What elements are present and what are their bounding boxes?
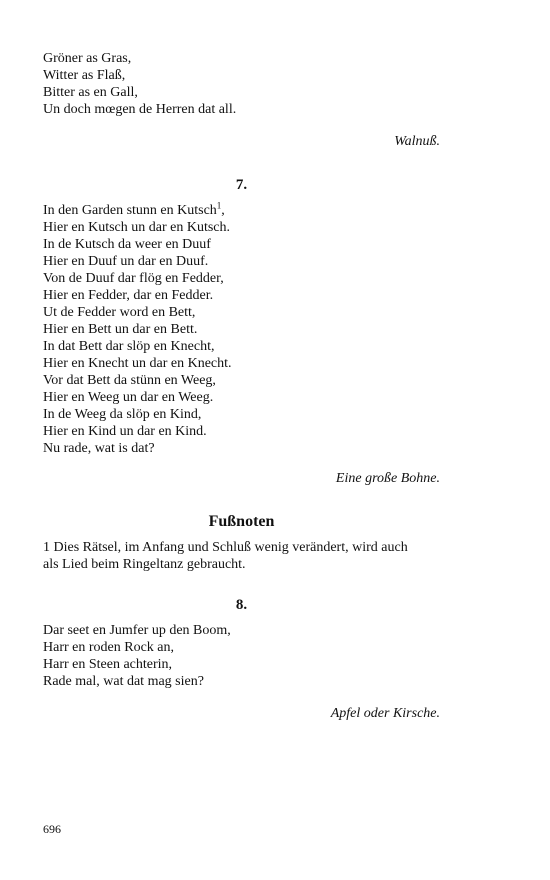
verse-line: Bitter as en Gall, bbox=[43, 85, 138, 100]
footnote-line: als Lied beim Ringeltanz gebraucht. bbox=[43, 557, 246, 572]
verse-line-text: In den Garden stunn en Kutsch bbox=[43, 203, 217, 218]
verse-line: Gröner as Gras, bbox=[43, 51, 132, 66]
verse-line: In dat Bett dar slöp en Knecht, bbox=[43, 339, 215, 354]
riddle-8-answer: Apfel oder Kirsche. bbox=[330, 706, 440, 721]
verse-line: Nu rade, wat is dat? bbox=[43, 441, 155, 456]
footnote-reference: 1 bbox=[216, 200, 222, 211]
verse-line: Von de Duuf dar flög en Fedder, bbox=[43, 271, 224, 286]
verse-line: Harr en Steen achterin, bbox=[43, 657, 173, 672]
riddle-8-number: 8. bbox=[235, 597, 248, 613]
verse-line: Harr en roden Rock an, bbox=[43, 640, 175, 655]
verse-line-punctuation: , bbox=[221, 203, 225, 218]
riddle-7-answer: Eine große Bohne. bbox=[335, 471, 440, 486]
verse-line: Hier en Kind un dar en Kind. bbox=[43, 424, 207, 439]
riddle-7-verse bbox=[43, 202, 440, 457]
footnotes-heading: Fußnoten bbox=[208, 513, 275, 530]
footnote-line: 1 Dies Rätsel, im Anfang und Schluß wenig verändert, wird auch bbox=[43, 540, 408, 555]
riddle-6-verse bbox=[43, 50, 440, 118]
page-number: 696 bbox=[43, 822, 61, 836]
verse-line: Hier en Duuf un dar en Duuf. bbox=[43, 254, 209, 269]
riddle-6-answer: Walnuß. bbox=[394, 134, 440, 149]
verse-line: Rade mal, wat dat mag sien? bbox=[43, 674, 204, 689]
verse-line: Dar seet en Jumfer up den Boom, bbox=[43, 623, 231, 638]
verse-line bbox=[43, 202, 440, 219]
verse-line: Hier en Kutsch un dar en Kutsch. bbox=[43, 220, 231, 235]
verse-line: Witter as Flaß, bbox=[43, 68, 126, 83]
verse-line: Hier en Knecht un dar en Knecht. bbox=[43, 356, 232, 371]
verse-line: Hier en Fedder, dar en Fedder. bbox=[43, 288, 214, 303]
verse-line: Ut de Fedder word en Bett, bbox=[43, 305, 196, 320]
verse-line: Vor dat Bett da stünn en Weeg, bbox=[43, 373, 216, 388]
verse-line: Hier en Bett un dar en Bett. bbox=[43, 322, 198, 337]
verse-line: Hier en Weeg un dar en Weeg. bbox=[43, 390, 214, 405]
footnote-text bbox=[43, 539, 440, 573]
book-page bbox=[43, 0, 440, 880]
verse-line: In de Weeg da slöp en Kind, bbox=[43, 407, 202, 422]
riddle-8-verse bbox=[43, 622, 440, 690]
verse-line: Un doch mœgen de Herren dat all. bbox=[43, 102, 237, 117]
verse-line: In de Kutsch da weer en Duuf bbox=[43, 237, 211, 252]
riddle-7-number: 7. bbox=[235, 177, 248, 193]
